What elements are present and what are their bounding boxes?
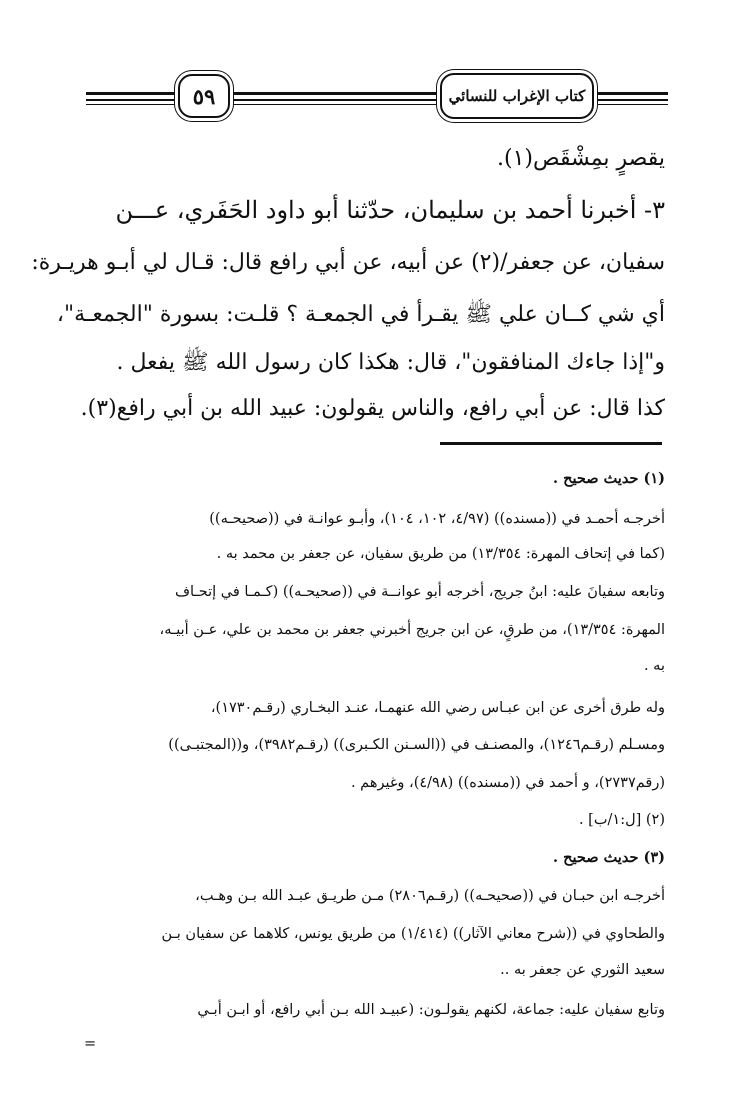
- main-line-2-text: ٣- أخبرنا أحمد بن سليمان، حدّثنا أبو داود الحَفَري، عـــن: [115, 196, 665, 224]
- book-title: كتاب الإغراب للنسائي: [440, 73, 594, 119]
- footnote-line: أخرجـه ابن حبـان في ((صحيحـه)) (رقـم٢٨٠٦) مـن طريـق عبـد الله بـن وهـب،: [195, 888, 665, 904]
- main-line-3: سفيان، عن جعفر/(٢) عن أبيه، عن أبي رافع قال: قـال لي أبـو هريـرة:: [31, 250, 665, 275]
- continuation-mark: =: [84, 1036, 97, 1052]
- footnote-line: والطحاوي في ((شرح معاني الآثار)) (١/٤١٤) من طريق يونس، كلاهما عن سفيان بـن: [161, 926, 665, 942]
- footnote-line: (كما في إتحاف المهرة: ١٣/٣٥٤) من طريق سفيان، عن جعفر بن محمد به .: [216, 546, 665, 562]
- footnote-line: به .: [643, 658, 665, 674]
- footnote-line: وتابعه سفيانَ عليه: ابنُ جريج، أخرجه أبو عوانــة في ((صحيحـه)) (كـمـا في إتحـاف: [175, 584, 665, 600]
- main-line-4: أي شي كــان علي ﷺ يقـرأ في الجمعـة ؟ قلـت: بسورة "الجمعـة"،: [56, 302, 665, 327]
- main-line-5: و"إذا جاءك المنافقون"، قال: هكذا كان رسول الله ﷺ يفعل .: [116, 350, 665, 375]
- footnote-line: المهرة: ١٣/٣٥٤)، من طرقٍ، عن ابن جريج أخبرني جعفر بن محمد بن علي، عـن أبيـه،: [159, 622, 665, 638]
- main-line-2: [84, 198, 665, 222]
- footnote-2: (٢) [ل:١/ب] .: [578, 812, 665, 828]
- main-line-6: كذا قال: عن أبي رافع، والناس يقولون: عبيد الله بن أبي رافع(٣).: [80, 396, 665, 421]
- main-line-1: يقصرٍ بمِشْقَص(١).: [497, 146, 665, 171]
- footnote-3-title: (٣) حديث صحيح .: [553, 849, 665, 866]
- footnote-separator: [440, 442, 662, 445]
- footnote-line: وتابع سفيان عليه: جماعة، لكنهم يقولـون: (عبيـد الله بـن أبي رافع، أو ابـن أبـي: [197, 1002, 665, 1018]
- footnote-line: سعيد الثوري عن جعفر به ..: [500, 962, 665, 978]
- page-number: ٥٩: [178, 74, 230, 118]
- footnote-line: ومسـلم (رقـم١٢٤٦)، والمصنـف في ((السـنن الكـبرى)) (رقـم٣٩٨٢)، و((المجتبـى)): [168, 737, 665, 753]
- footnote-line: أخرجـه أحمـد في ((مسنده)) (٤/٩٧، ١٠٢، ١٠٤)، وأبـو عوانـة في ((صحيحـه)): [209, 511, 665, 527]
- footnote-line: (رقم٢٧٣٧)، و أحمد في ((مسنده)) (٤/٩٨)، وغيرهم .: [350, 775, 665, 791]
- footnote-1-title: (١) حديث صحيح .: [553, 470, 665, 487]
- footnote-line: وله طرق أخرى عن ابن عبـاس رضي الله عنهمـا، عنـد البخـاري (رقـم١٧٣٠)،: [210, 700, 665, 716]
